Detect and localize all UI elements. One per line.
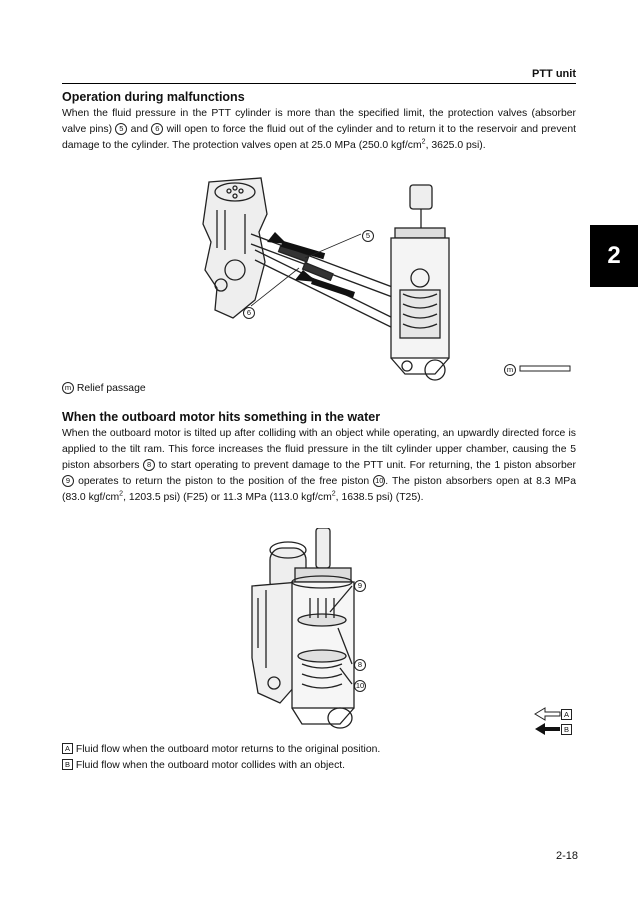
caption-text: Fluid flow when the outboard motor collides with an object. bbox=[73, 760, 346, 771]
ref-marker-6: 6 bbox=[151, 123, 163, 135]
caption-text: Fluid flow when the outboard motor returns to the original position. bbox=[73, 744, 381, 755]
page-number: 2-18 bbox=[555, 850, 578, 862]
para-text: When the fluid pressure in the PTT cylinder is more than the specified limit, the protection valves (absorber valve pins) bbox=[62, 108, 576, 135]
callout-8: 8 bbox=[354, 659, 366, 671]
para-text: , 1203.5 psi) (F25) or 11.3 MPa (113.0 kgf/cm bbox=[123, 492, 332, 503]
header-rule bbox=[62, 83, 576, 84]
callout-6: 6 bbox=[243, 307, 255, 319]
caption-text: Relief passage bbox=[74, 383, 146, 394]
callout-9: 9 bbox=[354, 580, 366, 592]
para-text: to start operating to prevent damage to the PTT unit. For returning, the 1 piston absorber bbox=[155, 460, 576, 471]
figure-tilt-cylinder-diagram bbox=[240, 528, 585, 738]
para-text: , 3625.0 psi). bbox=[425, 140, 486, 151]
callout-10: 10 bbox=[355, 681, 365, 690]
para-text: will open to force the fluid out of the cylinder and to return it to the reservoir and prevent damage to the cylinder. The protection valves open at 25.0 MPa (250.0 kgf/cm bbox=[62, 124, 576, 151]
section-paragraph-malfunctions bbox=[62, 106, 576, 154]
para-text: . The piston absorbers open at 8.3 MPa (83.0 kgf/cm bbox=[62, 476, 576, 503]
para-text: , 1638.5 psi) (T25). bbox=[335, 492, 424, 503]
running-header: PTT unit bbox=[532, 68, 576, 80]
ref-marker-9: 9 bbox=[62, 475, 74, 487]
caption-marker-b: B bbox=[62, 759, 73, 770]
chapter-tab: 2 bbox=[590, 225, 638, 287]
legend-flow-a-marker: A bbox=[561, 709, 572, 720]
ref-marker-5: 5 bbox=[115, 123, 127, 135]
figure2-caption-b bbox=[62, 759, 345, 771]
superscript: 2 bbox=[119, 490, 124, 498]
section-title-collision: When the outboard motor hits something in the water bbox=[62, 410, 381, 424]
superscript: 2 bbox=[421, 138, 426, 146]
caption-marker-a: A bbox=[62, 743, 73, 754]
para-text: operates to return the piston to the position of the free piston bbox=[74, 476, 374, 487]
ref-marker-10: 10 bbox=[375, 476, 384, 485]
figure2-caption-a bbox=[62, 743, 380, 755]
section-paragraph-collision bbox=[62, 426, 576, 506]
ref-marker-8: 8 bbox=[143, 459, 155, 471]
para-text: and bbox=[127, 124, 152, 135]
legend-relief-passage-marker: m bbox=[504, 364, 516, 376]
legend-flow-b-marker: B bbox=[561, 724, 572, 735]
figure-ptt-relief-diagram bbox=[195, 170, 585, 385]
caption-marker-m: m bbox=[62, 382, 74, 394]
superscript: 2 bbox=[331, 490, 336, 498]
callout-5: 5 bbox=[362, 230, 374, 242]
section-title-malfunctions: Operation during malfunctions bbox=[62, 90, 245, 104]
para-text: When the outboard motor is tilted up after colliding with an object while operating, an upwardly directed force is applied to the tilt ram. This force increases the fluid pressure in the tilt cylinder upper chamber, causing the 5 piston absorbers bbox=[62, 428, 576, 471]
figure1-caption bbox=[62, 382, 146, 394]
